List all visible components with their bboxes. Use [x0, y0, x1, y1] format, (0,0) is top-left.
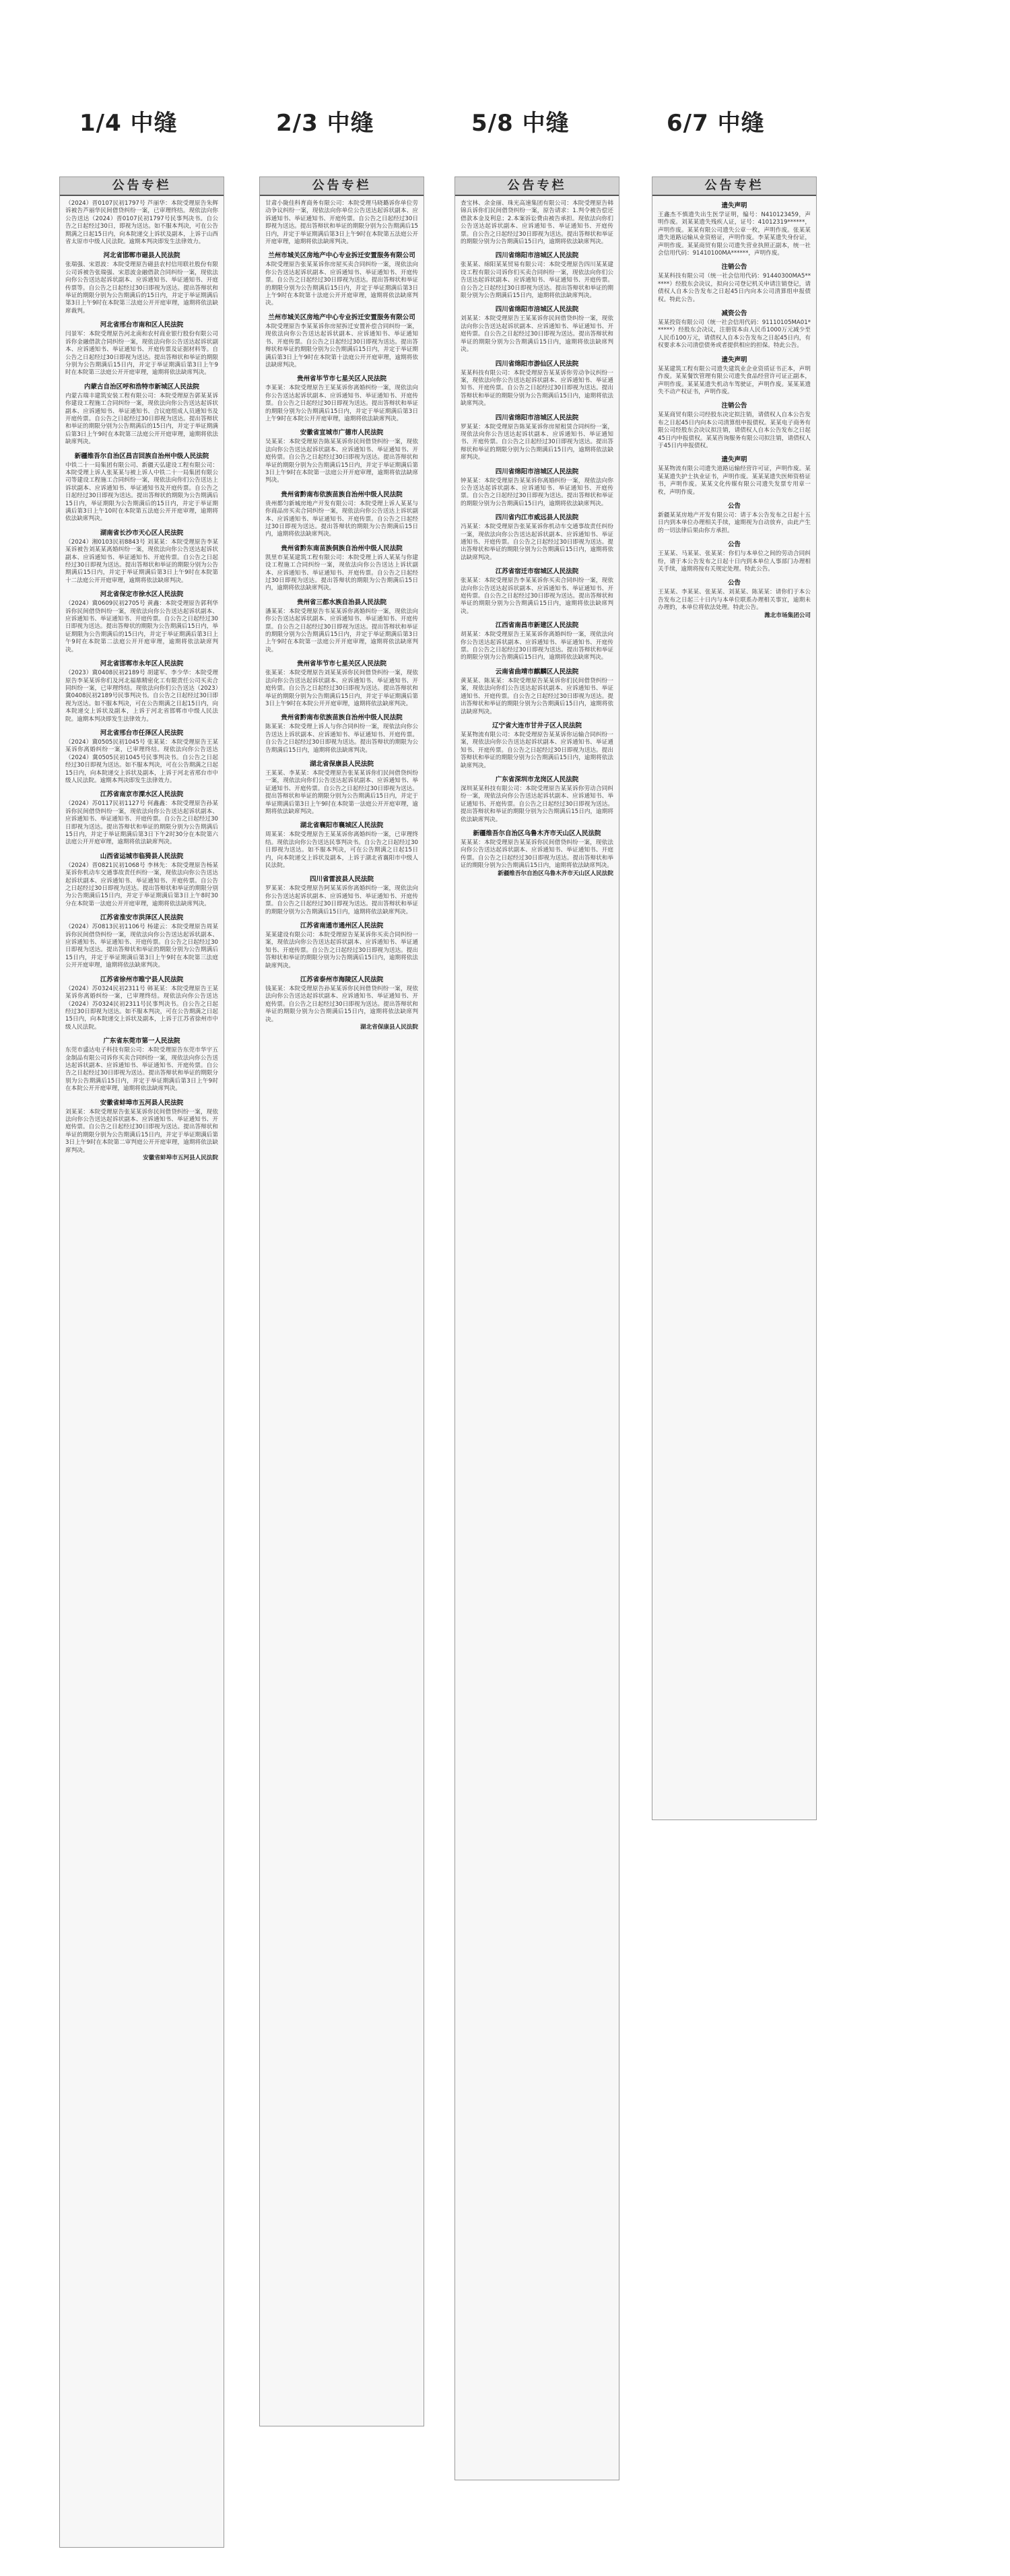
notice-body: 本院受理原告李某某诉你房屋拆迁安置补偿合同纠纷一案，现依法向你公告送达起诉状副本、应诉通知书、举证通知书、开庭传票。自公告之日起经过30日即视为送达。提出答辩状和举证的期限分别为公告期满后15日内，并定于举证期满后第3日上午9时在本院第十法庭公开开庭审理，逾期将依法缺席判决。 — [265, 323, 418, 368]
notice-item — [658, 540, 811, 573]
notice-body: 罗某某：本院受理原告陈某某诉你房屋租赁合同纠纷一案，现依法向你公告送达起诉状副本、应诉通知书、举证通知书、开庭传票。自公告之日起经过30日即视为送达。提出答辩状和举证的期限分别为公告期满后15日内，逾期将依法缺席判决。 — [461, 423, 613, 461]
notice-item — [265, 544, 418, 593]
notice-item — [265, 490, 418, 539]
notice-body: 贵州都匀新城房地产开发有限公司：本院受理上诉人某某与你商品房买卖合同纠纷一案，现依法向你公告送达上诉状副本、应诉通知书、举证通知书、开庭传票。自公告之日起经过30日即视为送达。提出答辩状的期限为公告期满后15日内，逾期将依法缺席判决。 — [265, 500, 418, 538]
notice-item — [265, 428, 418, 484]
notice-body: 王某某、马某某、张某某：你们与本单位之间的劳动合同纠纷，请于本公告发布之日起十日内到本单位人事部门办理相关手续，逾期将按有关规定处理。特此公告。 — [658, 550, 811, 573]
notice-item — [461, 414, 613, 462]
notice-item — [658, 401, 811, 450]
notice-body: 钱某某：本院受理原告孙某某诉你民间借贷纠纷一案，现依法向你公告送达起诉状副本、应诉通知书、举证通知书、开庭传票。自公告之日起经过30日即视为送达。提出答辩状和举证的期限分别为公告期满后15日内，逾期将依法缺席判决。 — [265, 986, 418, 1023]
column-body — [652, 196, 816, 629]
notice-title: 遗失声明 — [721, 356, 747, 364]
notice-body: 东莞市盛达电子科技有限公司：本院受理原告东莞市华宇五金制品有限公司诉你买卖合同纠纷一案，现依法向你公告送达起诉状副本、应诉通知书、举证通知书、开庭传票。自公告之日起经过30日即视为送达。提出答辩状和举证的期限分别为公告期满后15日内，并定于举证期满后第3日上午9时在本院公开开庭审理，逾期将依法缺席判决。 — [65, 1047, 218, 1093]
notice-item — [265, 875, 418, 916]
notice-title: 注销公告 — [721, 263, 747, 271]
notice-signature: 安徽省蚌埠市五河县人民法院 — [143, 1155, 218, 1161]
notice-body: 刘某某：本院受理原告张某某诉你民间借贷纠纷一案，现依法向你公告送达起诉状副本、应诉通知书、举证通知书、开庭传票。自公告之日起经过30日即视为送达。提出答辩状和举证的期限分别为公告期满后15日内，并定于举证期满后第3日上午9时在本院第二审判庭公开开庭审理，逾期将依法缺席判决。 — [65, 1108, 218, 1154]
notice-body: （2024）苏0117民初1127号 何鑫鑫：本院受理原告孙某诉你民间借贷纠纷一案，现依法向你公告送达起诉状副本、应诉通知书、举证通知书、开庭传票。自公告之日起经过30日即视为送达。提出答辩状和举证的期限分别为公告期满后15日内，并定于举证期满后第3日下午2时30分在本院第六法庭公开开庭审理，逾期将依法缺席判决。 — [65, 800, 218, 846]
notice-item — [658, 356, 811, 397]
notice-item — [265, 200, 418, 246]
notice-item — [461, 668, 613, 716]
column-body — [260, 196, 424, 1041]
notice-body: 胡某某：本院受理原告王某某诉你离婚纠纷一案，现依法向你公告送达起诉状副本、应诉通知书、举证通知书、开庭传票。自公告之日起经过30日即视为送达。提出答辩状和举证的期限分别为公告期满后15日内，逾期将依法缺席判决。 — [461, 631, 613, 662]
notice-title: 湖南省长沙市天心区人民法院 — [100, 529, 184, 537]
notice-body: 张瑞强、宋恩波：本院受理原告磁县农村信用联社股份有限公司诉被告张瑞强、宋恩波金融借款合同纠纷一案，现依法向你公告送达起诉状副本、应诉通知书、举证通知书、开庭传票等。自公告之日起经过30日即视为送达。提出答辩状和举证的期限分别为公告期满后的15日内，并定于举证期满后第3日上午9时在本院第三法庭公开开庭审理，逾期将依法缺席裁判。 — [65, 261, 218, 315]
notice-item — [461, 468, 613, 509]
notice-item — [65, 200, 218, 246]
notice-body: 冯某某：本院受理原告张某某诉你机动车交通事故责任纠纷一案，现依法向你公告送达起诉状副本、应诉通知书、举证通知书、开庭传票。自公告之日起经过30日即视为送达。提出答辩状和举证的期限分别为公告期满后15日内，逾期将依法缺席判决。 — [461, 523, 613, 561]
column-body — [60, 196, 224, 1171]
notice-title: 广东省深圳市龙岗区人民法院 — [495, 775, 579, 783]
notice-body: 凯里市某某建筑工程有限公司：本院受理上诉人某某与你建设工程施工合同纠纷一案，现依法向你公告送达上诉状副本、应诉通知书、举证通知书、开庭传票。自公告之日起经过30日即视为送达。提出答辩状的期限为公告期满后15日内，逾期将依法缺席判决。 — [265, 554, 418, 592]
notice-body: 本院受理原告张某某诉你房屋买卖合同纠纷一案，现依法向你公告送达起诉状副本、应诉通知书、举证通知书、开庭传票。自公告之日起经过30日即视为送达。提出答辩状和举证的期限分别为公告期满后15日内，并定于举证期满后第3日上午9时在本院第十法庭公开开庭审理，逾期将依法缺席判决。 — [265, 261, 418, 307]
notice-item — [461, 251, 613, 300]
notice-title: 江苏省宿迁市宿城区人民法院 — [495, 568, 579, 576]
notice-item — [65, 790, 218, 846]
notice-body: 张某某：本院受理原告李某某诉你买卖合同纠纷一案，现依法向你公告送达起诉状副本、应诉通知书、举证通知书、开庭传票。自公告之日起经过30日即视为送达。提出答辩状和举证的期限分别为公告期满后15日内，逾期将依法缺席判决。 — [461, 577, 613, 615]
notice-title: 四川省雷波县人民法院 — [309, 876, 374, 884]
column-title-2: 2/3 中缝 — [276, 110, 374, 137]
notice-title: 公告 — [727, 502, 741, 510]
notice-item — [265, 713, 418, 754]
notice-title: 减资公告 — [721, 310, 747, 318]
notice-title: 遗失声明 — [721, 456, 747, 464]
notice-item — [65, 913, 218, 969]
notice-item — [65, 975, 218, 1031]
notice-item — [265, 821, 418, 870]
notice-item — [65, 383, 218, 447]
notice-title: 贵州省毕节市七星关区人民法院 — [296, 660, 386, 668]
notice-body: （2024）晋0821民初1068号 李林先：本院受理原告杨某某诉你机动车交通事故责任纠纷一案，现依法向你公告送达起诉状副本、应诉通知书、举证通知书、开庭传票。自公告之日起经过30日即视为送达。提出答辩状和举证的期限分别为公告期满后15日内，并定于举证期满后第3日上午8时30分在本院第一法庭公开开庭审理，逾期将依法缺席判决。 — [65, 862, 218, 907]
notice-body: 周某某：本院受理原告王某某诉你离婚纠纷一案，已审理终结。现依法向你公告送达民事判决书。自公告之日起经过30日即视为送达。如不服本判决，可在公告期满之日起15日内，向本院递交上诉状及副本，上诉于湖北省襄阳市中级人民法院。 — [265, 831, 418, 869]
notice-item — [65, 1099, 218, 1163]
notice-item — [461, 200, 613, 246]
notice-item — [65, 529, 218, 585]
notice-body: 张某某、绵阳某某贸易有限公司：本院受理原告四川某某建设工程有限公司诉你们买卖合同纠纷一案，现依法向你们公告送达起诉状副本、应诉通知书、举证通知书、开庭传票。自公告之日起经过30日即视为送达。提出答辩状和举证的期限分别为公告期满后15日内，逾期将依法缺席判决。 — [461, 261, 613, 300]
notice-body: 陈某某：本院受理上诉人与你合同纠纷一案，现依法向你公告送达上诉状副本、应诉通知书、举证通知书、开庭传票。自公告之日起经过30日即视为送达。提出答辩状的期限为公告期满后15日内，逾期将依法缺席判决。 — [265, 723, 418, 754]
notice-title: 河北省邢台市任泽区人民法院 — [100, 729, 184, 737]
column-header: 公告专栏 — [60, 177, 224, 196]
column-title-1: 1/4 中缝 — [79, 110, 178, 137]
notice-title: 公告 — [727, 541, 741, 549]
notice-body: （2024）冀0505民初1045号 张某某：本院受理原告王某某诉你离婚纠纷一案，已审理终结。现依法向你公告送达（2024）冀0505民初1045号民事判决书。自公告之日起经过30日即视为送达。如不服本判决，可在公告期满之日起15日内，向本院递交上诉状及副本，上诉于河北省邢台市中级人民法院。逾期本判决即发生法律效力。 — [65, 738, 218, 784]
notice-title: 安徽省宣城市广德市人民法院 — [300, 429, 384, 437]
notice-item — [658, 309, 811, 350]
announcement-column-3 — [454, 176, 619, 2480]
notice-title: 公告 — [727, 579, 741, 587]
notice-title: 贵州省黔东南苗族侗族自治州中级人民法院 — [281, 544, 403, 552]
notice-title: 四川省绵阳市涪城区人民法院 — [495, 306, 579, 314]
notice-item — [65, 1037, 218, 1093]
notice-title: 辽宁省大连市甘井子区人民法院 — [492, 721, 582, 730]
notice-title: 新疆维吾尔自治区昌吉回族自治州中级人民法院 — [74, 452, 209, 460]
notice-body: （2024）晋0107民初1797号 芦丽华：本院受理原告朱辉诉被告芦丽华民间借贷纠纷一案，已审理终结。现依法向你公告送达（2024）晋0107民初1797号民事判决书。自公告之日起经过30日，即视为送达。如不服本判决，可在公告期满之日起15日内，向本院递交上诉状及副本，上诉于山西省太原市中级人民法院。逾期本判决即发生法律效力。 — [65, 200, 218, 246]
notice-title: 云南省曲靖市麒麟区人民法院 — [495, 668, 579, 676]
notice-title: 河北省保定市徐水区人民法院 — [100, 591, 184, 599]
notice-title: 四川省绵阳市游仙区人民法院 — [495, 360, 579, 368]
notice-item — [461, 360, 613, 408]
notice-item — [461, 567, 613, 616]
notice-item — [65, 251, 218, 315]
notice-body: 黄某某、陈某某：本院受理原告某某诉你们民间借贷纠纷一案，现依法向你们公告送达起诉状副本、应诉通知书、举证通知书、开庭传票。自公告之日起经过30日即视为送达。提出答辩状和举证的期限分别为公告期满后15日内，逾期将依法缺席判决。 — [461, 677, 613, 715]
notice-item — [65, 590, 218, 654]
notice-body: 查宝林、余金丽、珠光高速集团有限公司：本院受理原告韩锦兵诉你们民间借贷纠纷一案，原告请求：1.判令被告偿还借款本金及利息；2.本案诉讼费由被告承担。现依法向你们公告送达起诉状副本、应诉通知书、举证通知书、开庭传票。自公告之日起经过30日即视为送达。提出答辩状和举证的期限分别为公告期满后15日内，逾期将依法缺席判决。 — [461, 200, 613, 246]
notice-body: 李某某：本院受理原告王某某诉你离婚纠纷一案，现依法向你公告送达起诉状副本、应诉通知书、举证通知书、开庭传票。自公告之日起经过30日即视为送达。提出答辩状和举证的期限分别为公告期满后15日内，并定于举证期满后第3日上午9时在本院公开开庭审理，逾期将依法缺席判决。 — [265, 385, 418, 422]
notice-title: 河北省邯郸市永年区人民法院 — [100, 660, 184, 668]
notice-body: 刘某某：本院受理原告王某某诉你民间借贷纠纷一案，现依法向你公告送达起诉状副本、应诉通知书、举证通知书、开庭传票。自公告之日起经过30日即视为送达。提出答辩状和举证的期限分别为公告期满后15日内，逾期将依法缺席判决。 — [461, 315, 613, 354]
notice-body: 深圳某某科技有限公司：本院受理原告某某诉你劳动合同纠纷一案，现依法向你公告送达起诉状副本、应诉通知书、举证通知书、开庭传票。自公告之日起经过30日即视为送达。提出答辩状和举证的期限分别为公告期满后15日内，逾期将依法缺席判决。 — [461, 785, 613, 823]
column-header: 公告专栏 — [652, 177, 816, 196]
notice-item — [265, 760, 418, 816]
notice-body: 罗某某：本院受理原告阿某某诉你离婚纠纷一案，现依法向你公告送达起诉状副本、应诉通知书、举证通知书、开庭传票。自公告之日起经过30日即视为送达。提出答辩状和举证的期限分别为公告期满后15日内，逾期将依法缺席判决。 — [265, 885, 418, 915]
notice-title: 贵州省黔南布依族苗族自治州中级人民法院 — [281, 714, 403, 722]
notice-title: 内蒙古自治区呼和浩特市新城区人民法院 — [83, 383, 199, 391]
notice-item — [65, 852, 218, 908]
notice-item — [265, 375, 418, 423]
notice-title: 河北省邢台市南和区人民法院 — [100, 321, 184, 329]
notice-item — [461, 621, 613, 662]
notice-title: 山西省运城市临猗县人民法院 — [100, 852, 184, 860]
notice-item — [658, 455, 811, 496]
notice-item — [461, 721, 613, 770]
notice-item — [461, 775, 613, 824]
notice-signature: 潍北市场集团公司 — [764, 612, 811, 619]
notice-item — [265, 922, 418, 970]
notice-body: 潘某某：本院受理原告韦某某诉你离婚纠纷一案，现依法向你公告送达起诉状副本、应诉通知书、举证通知书、开庭传票。自公告之日起经过30日即视为送达。提出答辩状和举证的期限分别为公告期满后15日内，并定于举证期满后第3日上午9时在本院第一法庭公开开庭审理，逾期将依法缺席判决。 — [265, 608, 418, 653]
notice-title: 注销公告 — [721, 402, 747, 410]
notice-item — [461, 829, 613, 878]
notice-title: 江苏省徐州市睢宁县人民法院 — [100, 975, 184, 984]
notice-item — [65, 729, 218, 785]
notice-body: 中铁二十一局集团有限公司、新疆天弘建设工程有限公司：本院受理上诉人张某某与被上诉人中铁二十一局集团有限公司等建设工程施工合同纠纷一案，现依法向你们公告送达上诉状副本、应诉通知书、举证通知书及开庭传票。自公告之日起经过30日即视为送达。提出答辩状的期限为公告期满后15日内，举证期限为公告期满后的15日内，并定于举证期满后第3日上午10时在本院第五法庭公开开庭审理，逾期将依法缺席判决。 — [65, 461, 218, 523]
notice-item — [658, 201, 811, 257]
notice-body: （2024）湘0103民初8843号 刘某某：本院受理原告李某某诉被告刘某某离婚纠纷一案，现依法向你公告送达起诉状副本、应诉通知书、举证通知书、开庭传票。自公告之日起经过30日即视为送达。提出答辩状和举证的期限分别为公告期满后15日内，并定于举证期满后第3日上午9时在本院第十二法庭公开开庭审理，逾期将依法缺席判决。 — [65, 538, 218, 584]
notice-item — [265, 975, 418, 1031]
notice-title: 新疆维吾尔自治区乌鲁木齐市天山区人民法院 — [473, 829, 601, 837]
notice-body: 某某物流有限公司：本院受理原告某某诉你运输合同纠纷一案，现依法向你公告送达起诉状副本、应诉通知书、举证通知书、开庭传票。自公告之日起经过30日即视为送达。提出答辩状和举证的期限分别为公告期满后15日内，逾期将依法缺席判决。 — [461, 731, 613, 769]
announcement-column-2 — [259, 176, 424, 2426]
notice-title: 江西省南昌市新建区人民法院 — [495, 622, 579, 630]
notice-body: 王某某、李某某：本院受理原告张某某诉你们民间借贷纠纷一案，现依法向你们公告送达起诉状副本、应诉通知书、举证通知书、开庭传票。自公告之日起经过30日即视为送达。提出答辩状和举证的期限分别为公告期满后15日内，并定于举证期满后第3日上午9时在本院第一法庭公开开庭审理，逾期将依法缺席判决。 — [265, 769, 418, 815]
notice-body: 某某商贸有限公司经股东决定拟注销，请债权人自本公告发布之日起45日内向本公司清算组申报债权。某某电子商务有限公司经股东会决议拟注销，请债权人自本公告发布之日起45日内申报债权。某某咨询服务有限公司拟注销，请债权人于45日内申报债权。 — [658, 412, 811, 449]
notice-item — [265, 598, 418, 654]
notice-body: 新疆某某房地产开发有限公司：请于本公告发布之日起十五日内到本单位办理相关手续，逾期视为自动放弃，由此产生的一切法律后果由你方承担。 — [658, 511, 811, 534]
notice-title: 广东省东莞市第一人民法院 — [103, 1037, 180, 1045]
notice-title: 河北省邯郸市磁县人民法院 — [103, 252, 180, 260]
notice-body: 某某投资有限公司（统一社会信用代码：91110105MA01******）经股东会决议，注册资本由人民币1000万元减少至人民币100万元，请债权人自本公告发布之日起45日内，有权要求本公司清偿债务或者提供相应的担保。特此公告。 — [658, 319, 811, 350]
notice-body: 吴某某：本院受理原告陈某某诉你民间借贷纠纷一案，现依法向你公告送达起诉状副本、应诉通知书、举证通知书、开庭传票。自公告之日起经过30日即视为送达。提出答辩状和举证的期限分别为公告期满后15日内，并定于举证期满后第3日上午9时在本院第一法庭公开开庭审理，逾期将依法缺席判决。 — [265, 439, 418, 484]
notice-item — [461, 305, 613, 354]
notice-item — [461, 513, 613, 562]
notice-body: 张某某：本院受理原告刘某某诉你民间借贷纠纷一案，现依法向你公告送达起诉状副本、应诉通知书、举证通知书、开庭传票。自公告之日起经过30日即视为送达。提出答辩状和举证的期限分别为公告期满后15日内，并定于举证期满后第3日上午9时在本院公开开庭审理，逾期将依法缺席判决。 — [265, 670, 418, 707]
notice-item — [658, 502, 811, 535]
column-title-3: 5/8 中缝 — [471, 110, 570, 137]
notice-title: 兰州市城关区房地产中心专业拆迁安置服务有限公司 — [268, 313, 415, 321]
notice-body: 内蒙古瑞丰建筑安装工程有限公司：本院受理原告郭某某诉你建设工程施工合同纠纷一案，现依法向你公告送达起诉状副本、应诉通知书、举证通知书、合议庭组成人员通知书及开庭传票。自公告之日起经过30日即视为送达。提出答辩状和举证的期限分别为公告期满后的15日内，并定于举证期满后第3日上午9时在本院第三法庭公开开庭审理，逾期将依法缺席判决。 — [65, 392, 218, 446]
notice-item — [265, 251, 418, 307]
notice-body: 钟某某：本院受理原告某某诉你离婚纠纷一案，现依法向你公告送达起诉状副本、应诉通知书、举证通知书、开庭传票。自公告之日起经过30日即视为送达。提出答辩状和举证的期限分别为公告期满后15日内，逾期将依法缺席判决。 — [461, 477, 613, 507]
notice-title: 四川省内江市威远县人民法院 — [495, 514, 579, 522]
notice-title: 江苏省淮安市洪泽区人民法院 — [100, 914, 184, 922]
column-header: 公告专栏 — [260, 177, 424, 196]
notice-title: 江苏省泰州市海陵区人民法院 — [300, 976, 384, 984]
notice-title: 安徽省蚌埠市五河县人民法院 — [100, 1099, 184, 1107]
notice-title: 贵州省毕节市七星关区人民法院 — [296, 375, 386, 383]
notice-title: 湖北省襄阳市襄城区人民法院 — [300, 822, 384, 830]
notice-body: 甘肃小陇佳科育商务有限公司：本院受理马晓璐诉你单位劳动争议纠纷一案，现依法向你单位公告送达起诉状副本、应诉通知书、举证通知书、开庭传票。自公告之日起经过30日即视为送达。提出答辩状和举证的期限分别为公告期满后15日内，并定于举证期满后第3日上午9时在本院第五法庭公开开庭审理，逾期将依法缺席判决。 — [265, 200, 418, 246]
notice-body: 王某某、李某某、张某某、刘某某、陈某某：请你们于本公告发布之日起三十日内与本单位联系办理相关事宜，逾期未办理的，本单位将依法处理。特此公告。 — [658, 589, 811, 612]
notice-title: 遗失声明 — [721, 202, 747, 210]
notice-item — [65, 321, 218, 377]
column-header: 公告专栏 — [455, 177, 619, 196]
notice-signature: 湖北省保康县人民法院 — [360, 1024, 418, 1031]
notice-title: 江苏省南京市溧水区人民法院 — [100, 791, 184, 799]
notice-body: 某某科技有限公司（统一社会信用代码：91440300MA5******）经股东会决议，拟向公司登记机关申请注销登记，请债权人自本公告发布之日起45日内向本公司清算组申报债权。特此公告。 — [658, 273, 811, 303]
notice-title: 贵州省黔南布依族苗族自治州中级人民法院 — [281, 490, 403, 498]
notice-body: 闫景军：本院受理原告河北南和农村商业银行股份有限公司诉你金融借款合同纠纷一案，现依法向你公告送达起诉状副本、应诉通知书、举证通知书、开庭传票及证据材料等。自公告之日起经过30日即视为送达。提出答辩状和举证的期限分别为公告期满后15日内，并定于举证期满后第3日上午9时在本院第三法庭公开开庭审理，逾期将依法缺席判决。 — [65, 331, 218, 377]
notice-item — [265, 313, 418, 369]
notice-body: 王鑫杰不慎遗失出生医学证明，编号：N410123459，声明作废。刘某某遗失残疾人证，证号：41012319******，声明作废。某某有限公司遗失公章一枚，声明作废。张某某遗失道路运输从业资格证，声明作废。李某某遗失身份证，声明作废。某某商贸有限公司遗失营业执照正副本，统一社会信用代码：91410100MA******，声明作废。 — [658, 212, 811, 257]
notice-item — [265, 659, 418, 708]
notice-body: 某某建设有限公司：本院受理原告某某诉你买卖合同纠纷一案，现依法向你公告送达起诉状副本、应诉通知书、举证通知书、开庭传票。自公告之日起经过30日即视为送达。提出答辩状和举证的期限分别为公告期满后15日内，逾期将依法缺席判决。 — [265, 932, 418, 969]
notice-title: 四川省绵阳市涪城区人民法院 — [495, 414, 579, 422]
notice-item — [658, 263, 811, 304]
announcement-column-1 — [59, 176, 224, 2548]
notice-title: 江苏省南通市通州区人民法院 — [300, 922, 384, 930]
notice-item — [65, 659, 218, 723]
notice-title: 四川省绵阳市涪城区人民法院 — [495, 252, 579, 260]
notice-body: 某某某：本院受理原告某某诉你民间借贷纠纷一案，现依法向你公告送达起诉状副本、应诉通知书、举证通知书、开庭传票。自公告之日起经过30日即视为送达。提出答辩状和举证的期限分别为公告期满后15日内，逾期将依法缺席判决。 — [461, 839, 613, 870]
notice-signature: 新疆维吾尔自治区乌鲁木齐市天山区人民法院 — [498, 870, 613, 877]
notice-body: （2024）冀0609民初2705号 黄鑫：本院受理原告郭利华诉你民间借贷纠纷一案，现依法向你公告送达起诉状副本、应诉通知书、举证通知书、开庭传票。自公告之日起经过30日即视为送达。提出答辩状的期限为公告期满后15日内，举证期限为公告期满后的15日内，并定于举证期满后第3日上午9时在本院第二法庭公开开庭审理，逾期将依法缺席判决。 — [65, 600, 218, 653]
notice-title: 兰州市城关区房地产中心专业拆迁安置服务有限公司 — [268, 252, 415, 260]
notice-item — [658, 579, 811, 620]
notice-body: 某某物流有限公司遗失道路运输经营许可证，声明作废。某某某遗失护士执业证书，声明作废。某某某遗失医师资格证书，声明作废。某某文化传媒有限公司遗失发票专用章一枚，声明作废。 — [658, 465, 811, 496]
notice-title: 贵州省三都水族自治县人民法院 — [296, 598, 386, 606]
notice-item — [65, 452, 218, 523]
notice-body: 某某科技有限公司：本院受理原告某某诉你劳动争议纠纷一案，现依法向你公告送达起诉状副本、应诉通知书、举证通知书、开庭传票。自公告之日起经过30日即视为送达。提出答辩状和举证的期限分别为公告期满后15日内，逾期将依法缺席判决。 — [461, 369, 613, 408]
notice-title: 湖北省保康县人民法院 — [309, 760, 374, 768]
announcement-column-4 — [652, 176, 817, 1820]
notice-body: （2024）苏0324民初2311号 韩某某：本院受理原告王某某诉你离婚纠纷一案，已审理终结。现依法向你公告送达（2024）苏0324民初2311号民事判决书。自公告之日起经过30日即视为送达。如不服本判决，可在公告期满之日起15日内，向本院递交上诉状及副本，上诉于江苏省徐州市中级人民法院。 — [65, 985, 218, 1031]
notice-body: （2023）冀0408民初2189号 胡建军、李少华：本院受理原告李某某诉你们及河北福鼎精密化工有限责任公司买卖合同纠纷一案，已审理终结。现依法向你们公告送达（2023）冀0408民初2189号民事判决书。自公告之日起经过30日即视为送达。如不服本判决，可在公告期满之日起15日内，向本院递交上诉状及副本，上诉于河北省邯郸市中级人民法院。逾期本判决即发生法律效力。 — [65, 670, 218, 723]
notice-body: （2024）苏0813民初1106号 杨建云：本院受理原告周某诉你民间借贷纠纷一案，现依法向你公告送达起诉状副本、应诉通知书、举证通知书、开庭传票。自公告之日起经过30日即视为送达。提出答辩状和举证的期限分别为公告期满后15日内，并定于举证期满后第3日上午9时在本院第三法庭公开开庭审理，逾期将依法缺席判决。 — [65, 924, 218, 969]
notice-title: 四川省绵阳市涪城区人民法院 — [495, 468, 579, 476]
column-title-4: 6/7 中缝 — [667, 110, 765, 137]
notice-body: 某某建筑工程有限公司遗失建筑业企业资质证书正本，声明作废。某某餐饮管理有限公司遗失食品经营许可证正副本，声明作废。某某某遗失机动车驾驶证，声明作废。某某某遗失不动产权证书，声明作废。 — [658, 365, 811, 395]
column-body — [455, 196, 619, 887]
